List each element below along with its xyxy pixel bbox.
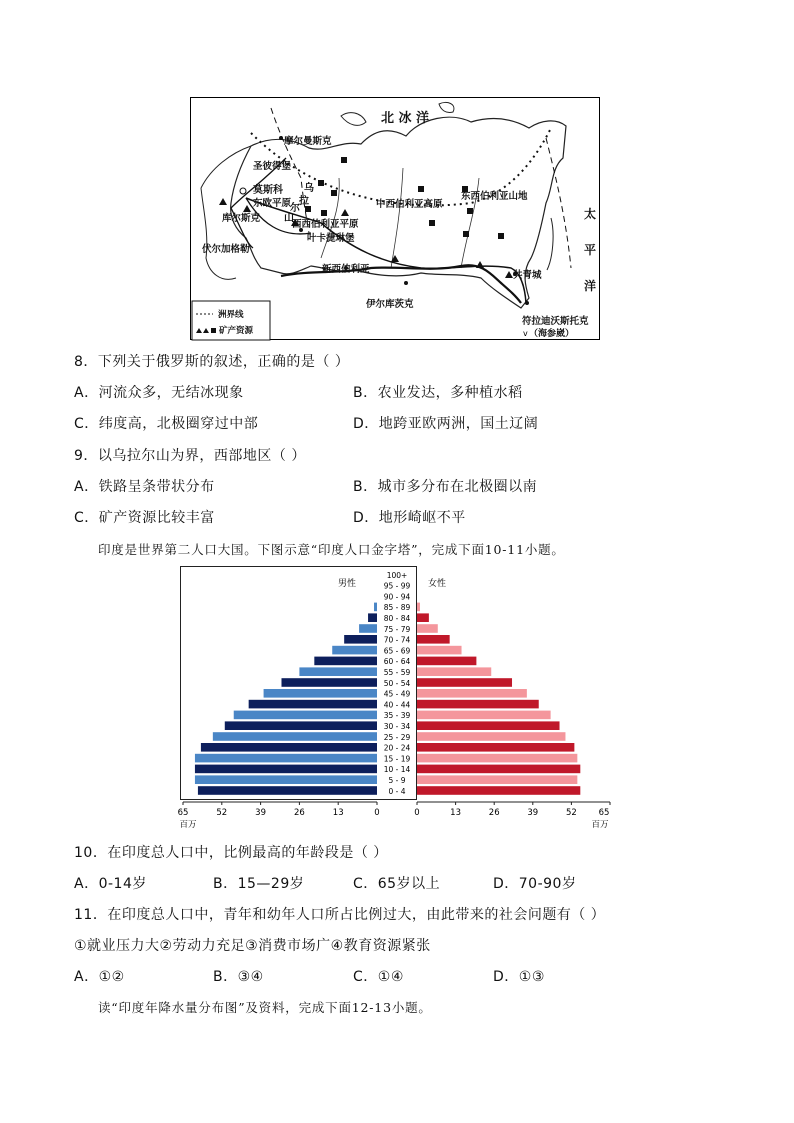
label-ural-2: 拉 (299, 196, 309, 207)
legend-boundary-label: 洲界线 (218, 310, 244, 320)
female-bar (417, 667, 491, 676)
mineral-square (498, 233, 504, 239)
x-tick-label-right: 13 (450, 808, 462, 818)
legend-male: 男性 (338, 579, 357, 589)
female-bar (417, 646, 462, 655)
age-group-label: 0 - 4 (388, 786, 406, 796)
pacific-boundary (546, 138, 571, 268)
age-group-label: 40 - 44 (383, 700, 411, 710)
x-tick-label-left: 52 (216, 808, 228, 818)
male-bar (374, 603, 377, 612)
q9-option-c[interactable]: C．矿产资源比较丰富 (74, 510, 215, 526)
label-east-europe-plain: 东欧平原 (253, 198, 292, 209)
female-bar (417, 743, 574, 752)
q9-option-b[interactable]: B．城市多分布在北极圈以南 (353, 479, 538, 495)
x-tick-label-left: 26 (293, 808, 305, 818)
q8-option-c[interactable]: C．纬度高，北极圈穿过中部 (74, 416, 259, 432)
female-bar (417, 689, 527, 698)
label-central-siberian-plateau: 中西伯利亚高原 (376, 199, 443, 210)
age-group-label: 65 - 69 (383, 646, 411, 656)
label-ural-4: 山 (284, 213, 294, 224)
mineral-square (429, 220, 435, 226)
male-bar (359, 624, 377, 633)
legend-minerals-label: 矿产资源 (219, 326, 254, 336)
male-bar (195, 765, 377, 774)
russia-map (190, 97, 600, 340)
age-group-label: 75 - 79 (383, 624, 411, 634)
x-tick-label-left: 65 (177, 808, 189, 818)
x-tick-label-left: 13 (332, 808, 344, 818)
age-group-label: 15 - 19 (383, 754, 411, 764)
x-tick-label-right: 0 (414, 808, 420, 818)
legend-female: 女性 (428, 579, 447, 589)
age-group-label: 90 - 94 (383, 592, 411, 602)
mineral-triangle (341, 209, 349, 216)
mineral-square (467, 208, 473, 214)
x-tick-label-right: 52 (565, 808, 577, 818)
female-bar (417, 678, 512, 687)
female-bar (417, 613, 429, 622)
q8-stem: 8．下列关于俄罗斯的叙述，正确的是（ ） (74, 354, 350, 370)
q8-option-d[interactable]: D．地跨亚欧两洲，国土辽阔 (353, 416, 539, 432)
intro-10-11: 印度是世界第二人口大国。下图示意“印度人口金字塔”，完成下面10-11小题。 (98, 542, 565, 557)
q11-option-b[interactable]: B．③④ (213, 969, 264, 985)
mineral-triangle (505, 271, 513, 278)
male-bar (281, 678, 377, 687)
age-group-label: 20 - 24 (383, 743, 411, 753)
x-tick-label-left: 39 (255, 808, 267, 818)
label-pacific-1: 太 (584, 207, 597, 221)
label-pacific-3: 洋 (584, 279, 597, 293)
male-bar (264, 689, 377, 698)
female-bar (417, 657, 476, 666)
age-group-label: 95 - 99 (383, 581, 411, 591)
x-axis-unit-left: 百万 (179, 820, 197, 830)
x-tick-label-right: 26 (488, 808, 500, 818)
male-bar (234, 711, 377, 720)
label-novosibirsk: 新西伯利亚 (322, 264, 370, 275)
age-group-label: 45 - 49 (383, 689, 411, 699)
mineral-triangle (476, 261, 484, 268)
southern-border (281, 265, 521, 303)
q11-stem: 11．在印度总人口中，青年和幼年人口所占比例过大，由此带来的社会问题有（ ） (74, 907, 606, 923)
label-ural-1: 乌 (304, 183, 314, 194)
q10-option-b[interactable]: B．15—29岁 (213, 876, 305, 892)
age-group-label: 80 - 84 (383, 614, 411, 623)
age-group-label: 35 - 39 (383, 711, 411, 721)
q10-stem: 10．在印度总人口中，比例最高的年龄段是（ ） (74, 845, 388, 861)
russia-map-drawing (191, 98, 601, 341)
female-bar (417, 765, 580, 774)
label-vladivostok-note: （海参崴） (529, 329, 575, 339)
russia-island-sakhalin (547, 218, 553, 270)
label-pacific-2: 平 (584, 243, 597, 257)
age-group-label: 10 - 14 (383, 765, 411, 775)
male-bar (368, 613, 377, 622)
mineral-square (321, 210, 327, 216)
x-tick-label-right: 39 (527, 808, 539, 818)
intro-12-13: 读“印度年降水量分布图”及资料，完成下面12-13小题。 (98, 1000, 432, 1015)
q9-stem: 9．以乌拉尔山为界，西部地区（ ） (74, 448, 306, 464)
age-group-label: 50 - 54 (383, 678, 411, 688)
mineral-square (318, 180, 324, 186)
q11-statements: ①就业压力大②劳动力充足③消费市场广④教育资源紧张 (74, 938, 431, 954)
mineral-triangle (219, 198, 227, 205)
label-murmansk: 摩尔曼斯克 (284, 136, 332, 147)
q10-option-d[interactable]: D．70-90岁 (493, 876, 577, 892)
label-east-siberian-mountains: 东西伯利亚山地 (461, 191, 528, 202)
female-bar (417, 754, 577, 763)
female-bar (417, 603, 420, 612)
city-marker (525, 301, 529, 305)
q9-option-a[interactable]: A．铁路呈条带状分布 (74, 479, 215, 495)
city-marker (279, 136, 283, 140)
label-st-petersburg: 圣彼得堡 (253, 161, 292, 172)
river-2 (391, 168, 403, 268)
male-bar (213, 732, 377, 741)
age-group-label: 60 - 64 (383, 657, 411, 667)
mineral-triangle (243, 205, 251, 212)
q9-option-d[interactable]: D．地形崎岖不平 (353, 510, 466, 526)
q11-option-c[interactable]: C．①④ (353, 969, 404, 985)
age-group-label: 30 - 34 (383, 722, 411, 731)
male-bar (314, 657, 377, 666)
mineral-square (463, 231, 469, 237)
q8-option-b[interactable]: B．农业发达，多种植水稻 (353, 385, 523, 401)
label-west-siberian-plain: 西西伯利亚平原 (292, 219, 359, 230)
russia-island-severnaya-zemlya (439, 102, 454, 112)
q10-option-a[interactable]: A．0-14岁 (74, 876, 147, 892)
population-pyramid-chart (177, 566, 610, 831)
mineral-square (341, 157, 347, 163)
label-communist-city: 共青城 (513, 270, 542, 281)
age-group-label: 55 - 59 (383, 668, 411, 677)
age-group-label: 85 - 89 (383, 603, 411, 613)
q8-option-a[interactable]: A．河流众多，无结冰现象 (74, 385, 244, 401)
x-tick-label-left: 0 (374, 808, 380, 818)
female-bar (417, 732, 565, 741)
label-v-mark: v (523, 329, 528, 338)
city-marker (404, 281, 408, 285)
male-bar (198, 786, 377, 795)
label-moscow: 莫斯科 (253, 185, 283, 196)
male-bar (201, 743, 377, 752)
male-bar (299, 667, 377, 676)
male-bar (332, 646, 377, 655)
russia-island-novaya-zemlya (341, 113, 366, 126)
female-bar (417, 786, 580, 795)
legend-square-icon (211, 328, 216, 333)
label-irkutsk: 伊尔库茨克 (366, 299, 414, 310)
label-ural-3: 尔 (290, 203, 300, 214)
city-moscow (240, 188, 246, 194)
male-bar (249, 700, 377, 709)
age-group-label: 25 - 29 (383, 732, 411, 742)
mineral-square (331, 190, 337, 196)
age-group-label: 100+ (386, 570, 408, 580)
female-bar (417, 624, 438, 633)
q11-option-a[interactable]: A．①② (74, 969, 125, 985)
male-bar (195, 775, 377, 784)
label-kursk: 库尔斯克 (222, 213, 261, 224)
female-bar (417, 635, 450, 644)
label-vladivostok: 符拉迪沃斯托克 (522, 316, 589, 327)
x-axis-unit-right: 百万 (591, 820, 609, 830)
male-bar (344, 635, 377, 644)
pyramid-svg (177, 566, 610, 831)
mineral-square (418, 186, 424, 192)
female-bar (417, 700, 539, 709)
label-volgograd: 伏尔加格勒 (202, 244, 250, 255)
female-bar (417, 711, 551, 720)
female-bar (417, 775, 577, 784)
male-bar (225, 721, 377, 730)
age-group-label: 70 - 74 (383, 635, 411, 645)
age-group-label: 5 - 9 (388, 776, 406, 785)
female-bar (417, 721, 560, 730)
x-tick-label-right: 65 (598, 808, 610, 818)
label-arctic-ocean: 北 冰 洋 (381, 111, 430, 126)
q10-option-c[interactable]: C．65岁以上 (353, 876, 441, 892)
label-yekaterinburg: 叶卡捷琳堡 (307, 233, 355, 244)
male-bar (195, 754, 377, 763)
q11-option-d[interactable]: D．①③ (493, 969, 545, 985)
